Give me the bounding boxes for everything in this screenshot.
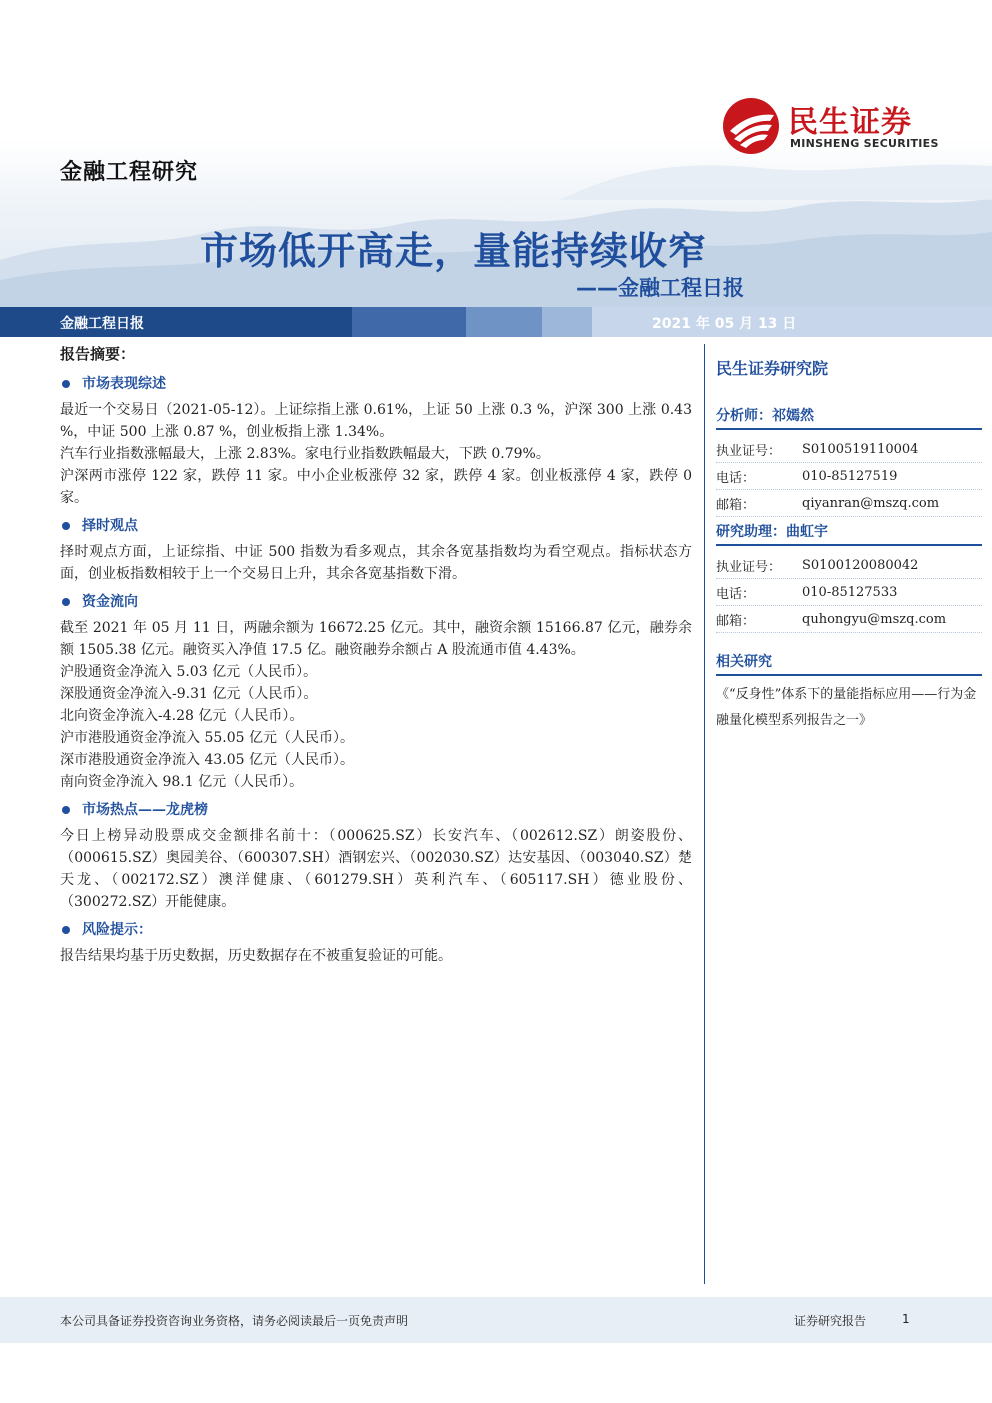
abstract-title: 报告摘要： [60,345,136,363]
paragraph: 沪股通资金净流入 5.03 亿元（人民币）。 [60,664,318,680]
page-number: 1 [902,1312,910,1326]
bar-report-type: 金融工程日报 [60,316,144,332]
bullet-icon [62,380,70,388]
paragraph: 北向资金净流入-4.28 亿元（人民币）。 [60,708,304,724]
logo-chinese-text: 民生证券 [788,105,912,140]
report-category: 金融工程研究 [60,160,199,185]
paragraph: 报告结果均基于历史数据，历史数据存在不被重复验证的可能。 [60,948,452,964]
related-research-link[interactable]: 《“反身性”体系下的量能指标应用——行为金融量化模型系列报告之一》 [716,687,977,728]
info-row [716,436,982,463]
info-row [716,606,982,633]
section-heading-fundflow [60,591,692,613]
footer-disclaimer: 本公司具备证券投资咨询业务资格，请务必阅读最后一页免责声明 [60,1314,409,1328]
related-research-heading: 相关研究 [716,651,982,676]
report-subtitle: ——金融工程日报 [576,276,744,300]
info-row [716,463,982,490]
section-heading-timing [60,515,692,537]
bullet-icon [62,926,70,934]
info-label: 执业证号： [716,559,782,575]
section-title: 资金流向 [82,594,138,610]
info-row [716,490,982,517]
paragraph: 南向资金净流入 98.1 亿元（人民币）。 [60,774,304,790]
header-bar [0,307,992,337]
report-date: 2021 年 05 月 13 日 [652,316,797,332]
info-label: 邮箱： [716,497,756,513]
paragraph: 深股通资金净流入-9.31 亿元（人民币）。 [60,686,318,702]
paragraph: 择时观点方面，上证综指、中证 500 指数为看多观点，其余各宽基指数均为看空观点。指标状态方面，创业板指数相较于上一个交易日上升，其余各宽基指数下滑。 [60,544,692,582]
info-label: 邮箱： [716,613,756,629]
sidebar [716,356,982,734]
bullet-icon [62,522,70,530]
section-title: 风险提示： [82,922,152,938]
section-title: 市场表现综述 [82,376,166,392]
logo-english-text: MINSHENG SECURITIES [790,137,939,150]
email-link[interactable]: quhongyu@mszq.com [802,611,947,627]
research-institute: 民生证券研究院 [716,359,829,378]
paragraph: 最近一个交易日（2021-05-12）。上证综指上涨 0.61%，上证 50 上涨 0.3 %，沪深 300 上涨 0.43 %，中证 500 上涨 0.87 %，创业板指上涨 1.34%。 [60,402,692,440]
info-value: 010-85127533 [802,584,898,600]
paragraph: 汽车行业指数涨幅最大，上涨 2.83%。家电行业指数跌幅最大，下跌 0.79%。 [60,446,550,462]
info-label: 电话： [716,470,756,486]
assistant-heading: 研究助理：曲虹宇 [716,521,982,546]
paragraph: 沪深两市涨停 122 家，跌停 11 家。中小企业板涨停 32 家，跌停 4 家。创业板涨停 4 家，跌停 0 家。 [60,468,692,506]
paragraph: 沪市港股通资金净流入 55.05 亿元（人民币）。 [60,730,354,746]
info-label: 执业证号： [716,443,782,459]
info-value: S0100519110004 [802,441,919,457]
bullet-icon [62,806,70,814]
analyst-heading: 分析师：祁嫣然 [716,405,982,430]
email-link[interactable]: qiyanran@mszq.com [802,495,940,511]
section-title: 择时观点 [82,518,138,534]
info-row [716,579,982,606]
section-title: 市场热点——龙虎榜 [82,802,208,818]
info-label: 电话： [716,586,756,602]
company-logo [720,95,950,155]
footer-report-type: 证券研究报告 [794,1314,867,1328]
minsheng-logo-icon [720,95,782,155]
section-heading-hotspot [60,799,692,821]
abstract-content [60,343,692,967]
info-value: S0100120080042 [802,557,919,573]
info-value: 010-85127519 [802,468,898,484]
paragraph: 今日上榜异动股票成交金额排名前十：（000625.SZ）长安汽车、（002612.SZ）朗姿股份、（000615.SZ）奥园美谷、（600307.SH）酒钢宏兴、（002030.SZ）达安基因、（003040.SZ）楚天龙、（002172.SZ）澳洋健康、（601279.SH）英利汽车、（605117.SH）德业股份、（300272.SZ）开能健康。 [60,828,692,910]
paragraph: 截至 2021 年 05 月 11 日，两融余额为 16672.25 亿元。其中，融资余额 15166.87 亿元，融券余额 1505.38 亿元。融资买入净值 17.5 亿。融资融券余额占 A 股流通市值 4.43%。 [60,620,692,658]
report-title: 市场低开高走，量能持续收窄 [200,229,708,273]
info-row [716,552,982,579]
section-heading-market [60,373,692,395]
paragraph: 深市港股通资金净流入 43.05 亿元（人民币）。 [60,752,354,768]
column-divider [704,344,705,1284]
section-heading-risk [60,919,692,941]
bullet-icon [62,598,70,606]
